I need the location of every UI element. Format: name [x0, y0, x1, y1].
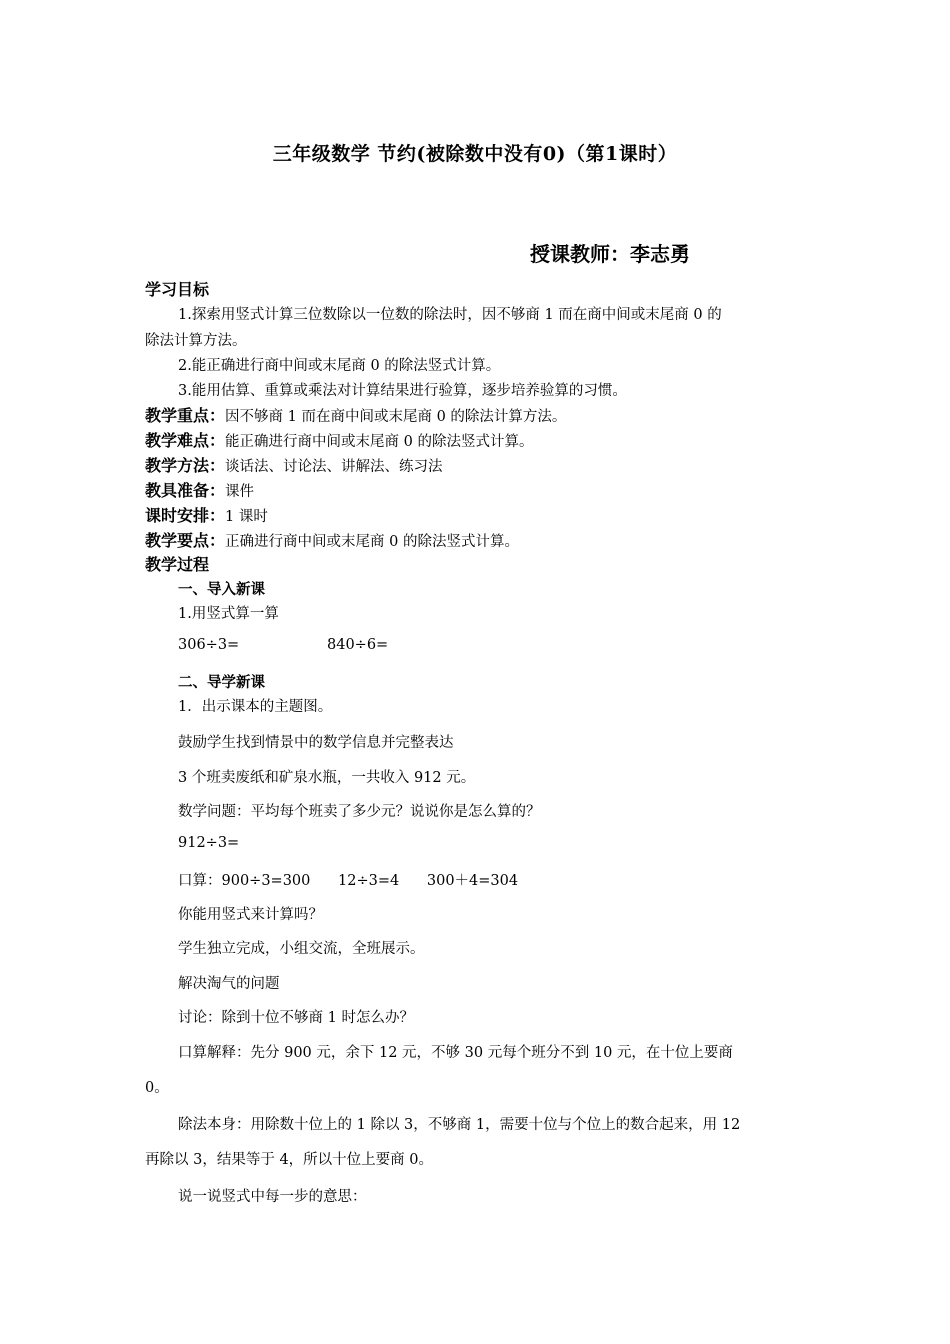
- section-2-line: 1．出示课本的主题图。: [178, 699, 333, 715]
- section-2-line: 讨论：除到十位不够商 1 时怎么办？: [178, 1010, 414, 1026]
- section-2-line: 口算：900÷3=300 12÷3=4 300＋4=304: [178, 873, 519, 889]
- section-2-line: 3 个班卖废纸和矿泉水瓶，一共收入 912 元。: [178, 770, 476, 786]
- teacher-name: 授课教师：李志勇: [530, 242, 690, 266]
- section-2-line: 解决淘气的问题: [178, 976, 280, 992]
- field-materials: [145, 478, 254, 501]
- section-1-heading: 一、导入新课: [178, 582, 265, 598]
- field-value: 1 课时: [225, 509, 268, 525]
- field-label: 课时安排：: [145, 506, 226, 525]
- calc-306: 306÷3=: [178, 637, 240, 653]
- field-essentials: [145, 528, 519, 551]
- explanation-1-line-1: 口算解释：先分 900 元，余下 12 元，不够 30 元每个班分不到 10 元，在十位上要商: [178, 1045, 733, 1061]
- field-key-points: [145, 403, 566, 426]
- objective-3: 3.能用估算、重算或乘法对计算结果进行验算，逐步培养验算的习惯。: [178, 383, 627, 399]
- objective-1-line-2: 除法计算方法。: [145, 333, 247, 349]
- explanation-1-line-2: 0。: [145, 1080, 169, 1096]
- section-2-line: 912÷3=: [178, 835, 240, 851]
- document-title: 三年级数学 节约(被除数中没有0)（第1课时）: [272, 143, 678, 165]
- section-2-line: 鼓励学生找到情景中的数学信息并完整表达: [178, 735, 454, 751]
- field-label: 教学难点：: [145, 431, 226, 450]
- field-value: 正确进行商中间或末尾商 0 的除法竖式计算。: [225, 534, 519, 550]
- section-2-line: 学生独立完成，小组交流，全班展示。: [178, 941, 425, 957]
- field-schedule: [145, 503, 268, 526]
- calc-840: 840÷6=: [327, 637, 389, 653]
- section-2-line: 数学问题：平均每个班卖了多少元？说说你是怎么算的？: [178, 804, 541, 820]
- objective-2: 2.能正确进行商中间或末尾商 0 的除法竖式计算。: [178, 358, 501, 374]
- field-difficulties: [145, 428, 533, 451]
- field-value: 因不够商 1 而在商中间或末尾商 0 的除法计算方法。: [225, 409, 567, 425]
- section-1-line: 1.用竖式算一算: [178, 606, 279, 622]
- objective-1-line-1: 1.探索用竖式计算三位数除以一位数的除法时，因不够商 1 而在商中间或末尾商 0 的: [178, 307, 722, 323]
- field-label: 教具准备：: [145, 481, 226, 500]
- process-heading: 教学过程: [145, 555, 210, 574]
- closing-line: 说一说竖式中每一步的意思：: [178, 1189, 367, 1205]
- section-2-line: 你能用竖式来计算吗？: [178, 907, 323, 923]
- objectives-heading: 学习目标: [145, 280, 210, 299]
- field-value: 课件: [225, 484, 255, 500]
- explanation-2-line-1: 除法本身：用除数十位上的 1 除以 3，不够商 1，需要十位与个位上的数合起来，用 12: [178, 1117, 741, 1133]
- field-label: 教学要点：: [145, 531, 226, 550]
- field-value: 谈话法、讨论法、讲解法、练习法: [225, 459, 443, 475]
- field-value: 能正确进行商中间或末尾商 0 的除法竖式计算。: [225, 434, 534, 450]
- field-label: 教学重点：: [145, 406, 226, 425]
- section-2-heading: 二、导学新课: [178, 675, 265, 691]
- field-label: 教学方法：: [145, 456, 226, 475]
- field-methods: [145, 453, 443, 476]
- explanation-2-line-2: 再除以 3，结果等于 4，所以十位上要商 0。: [145, 1152, 434, 1168]
